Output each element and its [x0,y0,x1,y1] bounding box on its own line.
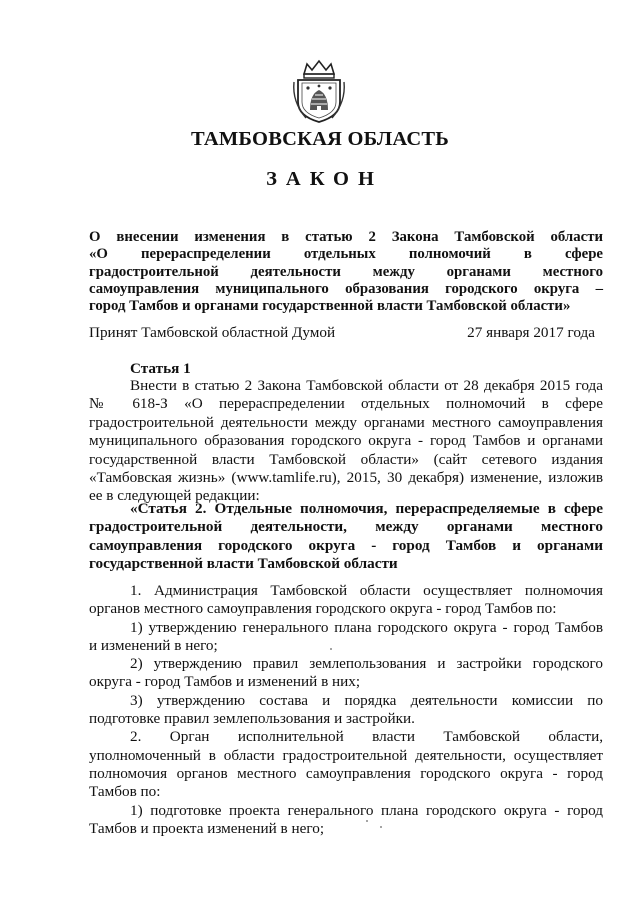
article-intro [89,377,603,506]
intro-line: № 618-З «О перераспределении отдельных полномочий в сфере [89,395,603,413]
paragraph-line: 2) утверждению правил землепользования и застройки городского [130,655,603,673]
document-type-heading: ЗАКОН [266,168,383,190]
quote-line: «Статья 2. Отдельные полномочия, перераспределяемые в сфере [130,500,603,517]
title-line: О внесении изменения в статью 2 Закона Тамбовской области [89,229,603,245]
paragraph-line: 1) подготовке проекта генерального плана городского округа - город [130,801,603,819]
article-quote-heading [89,500,603,574]
quote-line: самоуправления городского округа - город Тамбов и органами [89,536,603,554]
title-line: самоуправления муниципального образования городского округа – [89,280,603,297]
scan-speck [380,826,382,828]
paragraph-line: округа - город Тамбов и изменений в них; [89,673,361,691]
intro-line: ее в следующей редакции: [89,487,260,505]
law-title [89,229,603,315]
title-line: «О перераспределении отдельных полномочий в сфере [89,246,603,263]
paragraph-line: уполномоченный в области градостроительной деятельности, осуществляет [89,746,603,764]
paragraph-line: органов местного самоуправления городского округа - город Тамбов по: [89,600,557,618]
title-line: градостроительной деятельности между органами местного [89,263,603,280]
coat-of-arms-icon [290,58,348,124]
paragraph-line: 1. Администрация Тамбовской области осуществляет полномочия [130,582,603,599]
paragraph-line: подготовке правил землепользования и застройки. [89,710,415,728]
intro-line: Внести в статью 2 Закона Тамбовской области от 28 декабря 2015 года [130,377,603,394]
paragraph-line: 2. Орган исполнительной власти Тамбовской области, [130,728,603,746]
paragraph-line: 3) утверждению состава и порядка деятельности комиссии по [130,691,603,709]
adopted-by: Принят Тамбовской областной Думой [89,324,336,341]
intro-line: градостроительной деятельности между органами местного самоуправления [89,413,603,431]
paragraph-line: и изменений в него; [89,636,218,654]
title-line: город Тамбов и органами государственной власти Тамбовской области» [89,298,571,315]
paragraph-line: полномочия органов местного самоуправления городского округа - город [89,764,603,782]
adoption-date: 27 января 2017 года [467,324,595,341]
region-heading: ТАМБОВСКАЯ ОБЛАСТЬ [191,128,449,150]
adoption-line [89,324,595,342]
intro-line: «Тамбовская жизнь» (www.tamlife.ru), 2015, 30 декабря) изменение, изложив [89,469,603,487]
scan-speck [366,820,368,822]
paragraph-line: 1) утверждению генерального плана городского округа - город Тамбов [130,618,603,636]
intro-line: муниципального образования городского округа - город Тамбов и органами [89,432,603,450]
scan-speck [330,648,332,650]
quote-line: государственной власти Тамбовской области [89,555,398,573]
quote-line: градостроительной деятельности, между органами местного [89,518,603,536]
paragraph-line: Тамбов и проекта изменений в него; [89,819,325,837]
article-paragraphs [89,582,603,838]
intro-line: государственной власти Тамбовской области» (сайт сетевого издания [89,450,603,468]
article-heading: Статья 1 [130,360,191,377]
paragraph-line: Тамбов по: [89,783,161,801]
